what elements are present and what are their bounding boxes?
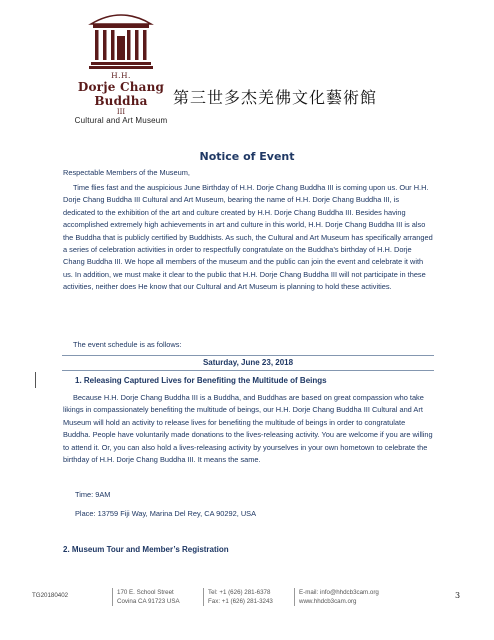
letterhead (0, 0, 494, 140)
salutation: Respectable Members of the Museum, (63, 168, 190, 177)
event-time: Time: 9AM (75, 490, 111, 499)
revision-margin-mark (35, 372, 36, 388)
page-number: 3 (455, 591, 461, 600)
item1-heading: 1. Releasing Captured Lives for Benefiting the Multitude of Beings (75, 376, 327, 385)
footer-contact (294, 588, 379, 606)
document-title: Notice of Event (199, 150, 295, 163)
footer-phone (203, 588, 273, 606)
website: www.hhdcb3cam.org (299, 598, 357, 605)
footer-address (112, 588, 180, 606)
chinese-museum-name: 第三世多杰羌佛文化藝術館 (173, 88, 378, 107)
event-date-banner: Saturday, June 23, 2018 (62, 355, 434, 371)
logo-hh-text: H.H. (111, 71, 131, 80)
telephone: Tel: +1 (626) 281-6378 (208, 589, 271, 596)
document-code: TG20180402 (32, 592, 69, 599)
schedule-intro: The event schedule is as follows: (73, 340, 182, 349)
event-place: Place: 13759 Fiji Way, Marina Del Rey, CA 90292, USA (75, 509, 257, 518)
address-line-2: Covina CA 91723 USA (117, 598, 180, 605)
page-footer (0, 588, 494, 618)
item2-heading: 2. Museum Tour and Member’s Registration (63, 545, 229, 554)
museum-subtitle: Cultural and Art Museum (74, 116, 168, 125)
email: E-mail: info@hhdcb3cam.org (299, 589, 379, 596)
museum-building-icon (85, 10, 157, 70)
museum-name-numeral: III (116, 108, 126, 116)
address-line-1: 170 E. School Street (117, 589, 174, 596)
museum-name: Dorje Chang Buddha (77, 80, 165, 108)
museum-logo (66, 10, 176, 125)
item1-body: Because H.H. Dorje Chang Buddha III is a Buddha, and Buddhas are based on great compassion who take likings in compassionately benefiting the multitude of beings, our H.H. Dorje Chang Buddha III Cultural and Art Museum will hold an activity to release lives for benefiting the multitude of beings in order to congratulate Buddha. People have voluntarily made donations to the lives-releasing activity. You are welcome if you are willing to attend it. Or, you can also hold a lives-releasing activity by yourselves in your own hometown to celebrate the birthday of H.H. Dorje Chang Buddha III. It means the same. (63, 393, 433, 465)
intro-paragraph: Time flies fast and the auspicious June Birthday of H.H. Dorje Chang Buddha III is coming upon us. Our H.H. Dorje Chang Buddha III Cultural and Art Museum, bearing the name of H.H. Dorje Chang Buddha III, is dedicated to the exhibition of the art and culture created by H.H. Dorje Chang Buddha III. Besides having accomplished extremely high achievements in art and culture in this world, H.H. Dorje Chang Buddha III is also the Buddha that is publicly certified by Buddhists. As such, the Cultural and Art Museum has specifically arranged a series of celebration activities in order to respectfully congratulate on the Buddha’s birthday of H.H. Dorje Chang Buddha III. We hope all members of the museum and the public can join the event and celebrate it with us. In addition, we must make it clear to the public that H.H. Dorje Chang Buddha III will not participate in these activities, neither does He know that our Cultural and Art Museum is planning to hold these activities. (63, 183, 433, 292)
fax: Fax: +1 (626) 281-3243 (208, 598, 273, 605)
